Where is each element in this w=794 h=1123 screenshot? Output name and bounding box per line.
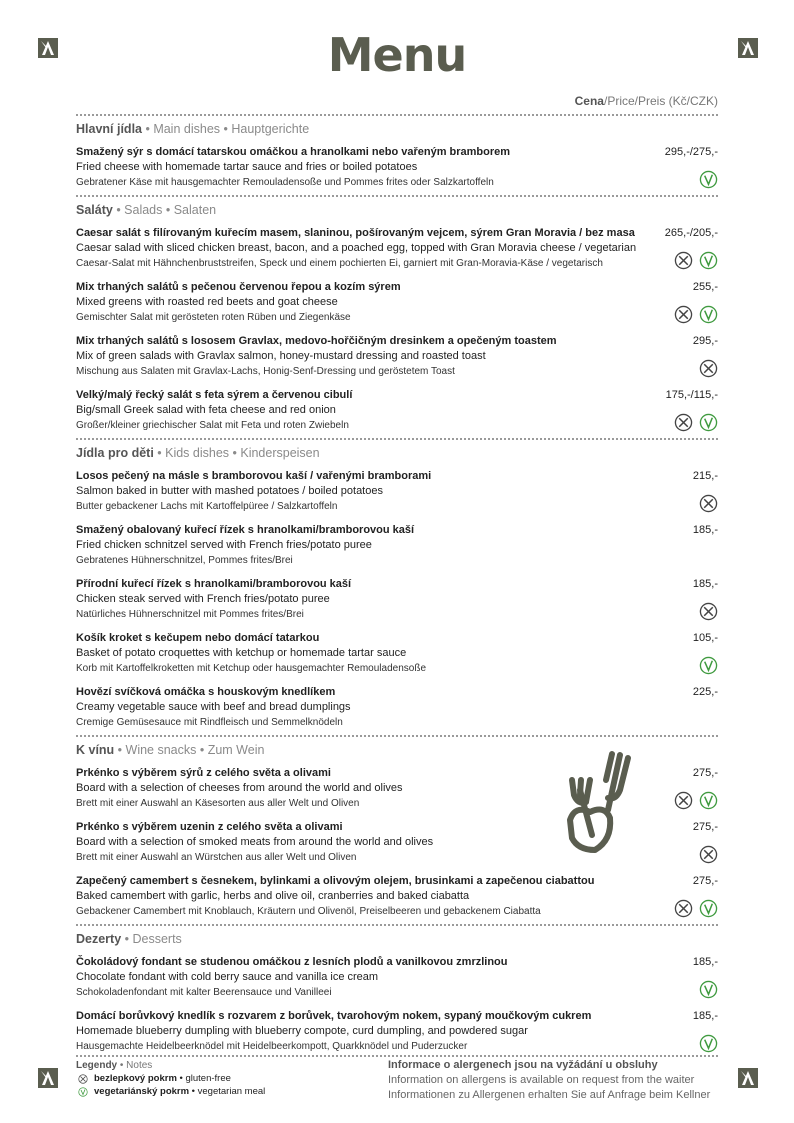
item-price: 275,- [692,767,718,779]
section-title-cz: K vínu [76,743,115,757]
diet-icons [699,656,718,675]
item-price: 185,- [692,578,718,590]
item-name-cz: Losos pečený na másle s bramborovou kaší / vařenými bramborami [76,470,432,482]
vegetarian-icon [699,305,718,324]
item-name-de: Caesar-Salat mit Hähnchenbruststreifen, Speck und einem pochierten Ei, garniert mit Gran-Moravia-Käse / vegetarisch [76,258,603,269]
item-name-cz: Domácí borůvkový knedlík s rozvarem z borůvek, tvarohovým nokem, sypaný moučkovým cukrem [76,1010,592,1022]
item-name-de: Butter gebackener Lachs mit Kartoffelpüree / Salzkartoffeln [76,501,338,512]
item-name-de: Brett mit einer Auswahl an Würstchen aus aller Welt und Oliven [76,852,357,863]
item-name-de: Natürliches Hühnerschnitzel mit Pommes frites/Brei [76,609,304,620]
diet-icons [674,251,718,270]
vegetarian-icon [699,170,718,189]
item-name-cz: Smažený sýr s domácí tatarskou omáčkou a hranolkami nebo vařeným bramborem [76,146,511,158]
section-title-cz: Hlavní jídla [76,122,142,136]
diet-icons [699,1034,718,1053]
item-name-de: Mischung aus Salaten mit Gravlax-Lachs, Honig-Senf-Dressing und geröstetem Toast [76,366,455,377]
menu-item [76,276,718,330]
allergen-en: Information on allergens is available on request from the waiter [388,1074,695,1086]
vegetarian-icon [699,791,718,810]
vegetarian-icon [699,1034,718,1053]
gluten-free-icon [674,899,693,918]
gluten-free-icon [699,359,718,378]
legend-veg-rest: • vegetarian meal [189,1086,266,1097]
legend-row-vegetarian [76,1086,265,1097]
menu-list [76,114,718,1059]
section-title-rest: • Wine snacks • Zum Wein [114,743,265,757]
item-name-cz: Mix trhaných salátů s pečenou červenou řepou a kozím sýrem [76,281,401,293]
section-heading [76,926,718,951]
section-heading [76,440,718,465]
menu-item [76,951,718,1005]
section-heading [76,116,718,141]
item-name-de: Hausgemachte Heidelbeerknödel mit Heidelbeerkompott, Quarkknödel und Puderzucker [76,1041,468,1052]
diet-icons [674,413,718,432]
allergen-cz: Informace o alergenech jsou na vyžádání u obsluhy [388,1059,658,1071]
item-name-en: Fried chicken schnitzel served with French fries/potato puree [76,539,372,551]
gluten-free-icon [674,305,693,324]
menu-item [76,330,718,384]
item-name-cz: Košík kroket s kečupem nebo domácí tatarkou [76,632,320,644]
item-name-cz: Prkénko s výběrem sýrů z celého světa a olivami [76,767,331,779]
legend-row-gluten-free [76,1073,265,1084]
bottom-divider [76,1055,718,1057]
item-price: 215,- [692,470,718,482]
gluten-free-icon [699,845,718,864]
section-title-cz: Dezerty [76,932,122,946]
item-name-de: Großer/kleiner griechischer Salat mit Feta und roten Zwiebeln [76,420,349,431]
legend-title-cz: Legendy [76,1060,118,1071]
item-name-cz: Smažený obalovaný kuřecí řízek s hranolkami/bramborovou kaší [76,524,415,536]
vegetarian-icon [78,1087,88,1097]
item-name-de: Gebratenes Hühnerschnitzel, Pommes frites/Brei [76,555,293,566]
diet-icons [674,899,718,918]
item-name-cz: Hovězí svíčková omáčka s houskovým knedlíkem [76,686,336,698]
menu-item [76,519,718,573]
allergen-de: Informationen zu Allergenen erhalten Sie auf Anfrage beim Kellner [388,1089,711,1101]
menu-item [76,465,718,519]
section-title-cz: Jídla pro děti [76,446,154,460]
diet-icons [674,791,718,810]
legend-gf-cz: bezlepkový pokrm [94,1073,177,1084]
diet-icons [699,170,718,189]
diet-icons [699,845,718,864]
item-name-en: Chocolate fondant with cold berry sauce and vanilla ice cream [76,971,379,983]
item-price: 185,- [692,956,718,968]
item-name-cz: Přírodní kuřecí řízek s hranolkami/bramborovou kaší [76,578,352,590]
item-name-en: Board with a selection of smoked meats from around the world and olives [76,836,434,848]
item-price: 255,- [692,281,718,293]
item-price: 175,-/115,- [665,389,718,401]
item-price: 185,- [692,524,718,536]
item-price: 225,- [692,686,718,698]
price-header [575,94,718,108]
menu-item [76,573,718,627]
item-name-en: Homemade blueberry dumpling with blueberry compote, curd dumpling, and powdered sugar [76,1025,528,1037]
section-title-cz: Saláty [76,203,113,217]
vegetarian-icon [699,980,718,999]
menu-item [76,141,718,195]
brand-logo-bottom-right [738,1068,758,1088]
section-title-rest: • Desserts [121,932,182,946]
fork-hand-icon [550,750,640,860]
item-price: 295,-/275,- [664,146,718,158]
item-name-en: Fried cheese with homemade tartar sauce and fries or boiled potatoes [76,161,418,173]
item-name-en: Board with a selection of cheeses from around the world and olives [76,782,403,794]
item-name-cz: Zapečený camembert s česnekem, bylinkami a olivovým olejem, brusinkami a zapečenou ciabattou [76,875,595,887]
item-name-de: Gemischter Salat mit gerösteten roten Rüben und Ziegenkäse [76,312,351,323]
item-name-en: Mix of green salads with Gravlax salmon, honey-mustard dressing and roasted toast [76,350,486,362]
menu-item [76,1005,718,1059]
legend-gf-rest: • gluten-free [176,1073,231,1084]
menu-item [76,870,718,924]
price-header-cz: Cena [574,94,604,108]
menu-item [76,384,718,438]
price-header-rest: /Price/Preis (Kč/CZK) [603,94,718,108]
item-name-de: Schokoladenfondant mit kalter Beerensauce und Vanilleei [76,987,332,998]
item-name-en: Creamy vegetable sauce with beef and bread dumplings [76,701,351,713]
item-name-en: Basket of potato croquettes with ketchup or homemade tartar sauce [76,647,407,659]
item-name-de: Gebratener Käse mit hausgemachter Remouladensoße und Pommes frites oder Salzkartoffeln [76,177,494,188]
section-title-rest: • Main dishes • Hauptgerichte [142,122,310,136]
vegetarian-icon [699,413,718,432]
legend-title [76,1060,265,1071]
item-price: 275,- [692,821,718,833]
menu-item [76,627,718,681]
diet-icons [699,494,718,513]
diet-icons [674,305,718,324]
section-heading [76,197,718,222]
item-price: 105,- [692,632,718,644]
item-price: 265,-/205,- [664,227,718,239]
gluten-free-icon [674,413,693,432]
item-price: 275,- [692,875,718,887]
item-name-en: Baked camembert with garlic, herbs and olive oil, cranberries and baked ciabatta [76,890,470,902]
brand-logo-bottom-left [38,1068,58,1088]
item-name-de: Korb mit Kartoffelkroketten mit Ketchup oder hausgemachter Remouladensoße [76,663,426,674]
menu-item [76,222,718,276]
item-name-en: Caesar salad with sliced chicken breast, bacon, and a poached egg, topped with Gran Moravia cheese / vegetarian [76,242,637,254]
diet-icons [699,980,718,999]
item-price: 295,- [692,335,718,347]
diet-icons [699,359,718,378]
gluten-free-icon [78,1074,88,1084]
item-name-de: Cremige Gemüsesauce mit Rindfleisch und Semmelknödeln [76,717,343,728]
item-name-de: Brett mit einer Auswahl an Käsesorten aus aller Welt und Oliven [76,798,360,809]
vegetarian-icon [699,899,718,918]
page-title: Menu [327,28,467,82]
legend-veg-cz: vegetariánský pokrm [94,1086,190,1097]
item-price: 185,- [692,1010,718,1022]
allergen-info [388,1058,710,1103]
item-name-en: Big/small Greek salad with feta cheese and red onion [76,404,336,416]
item-name-en: Salmon baked in butter with mashed potatoes / boiled potatoes [76,485,383,497]
item-name-en: Mixed greens with roasted red beets and goat cheese [76,296,338,308]
gluten-free-icon [699,494,718,513]
item-name-cz: Prkénko s výběrem uzenin z celého světa a olivami [76,821,343,833]
item-name-cz: Mix trhaných salátů s lososem Gravlax, medovo-hořčičným dresinkem a opečeným toastem [76,335,557,347]
item-name-en: Chicken steak served with French fries/potato puree [76,593,330,605]
section-title-rest: • Kids dishes • Kinderspeisen [153,446,320,460]
menu-item [76,681,718,735]
legend [76,1060,265,1097]
item-name-cz: Velký/malý řecký salát s feta sýrem a červenou cibulí [76,389,353,401]
gluten-free-icon [674,791,693,810]
diet-icons [699,602,718,621]
gluten-free-icon [699,602,718,621]
item-name-cz: Caesar salát s filírovaným kuřecím masem, slaninou, pošírovaným vejcem, sýrem Gran Moravia / bez masa [76,227,635,239]
vegetarian-icon [699,251,718,270]
legend-title-rest: • Notes [117,1060,153,1071]
gluten-free-icon [674,251,693,270]
vegetarian-icon [699,656,718,675]
item-name-cz: Čokoládový fondant se studenou omáčkou z lesních plodů a vanilkovou zmrzlinou [76,956,508,968]
item-name-de: Gebackener Camembert mit Knoblauch, Kräutern und Olivenöl, Preiselbeeren und gebackenem Ciabatta [76,906,541,917]
section-title-rest: • Salads • Salaten [112,203,217,217]
